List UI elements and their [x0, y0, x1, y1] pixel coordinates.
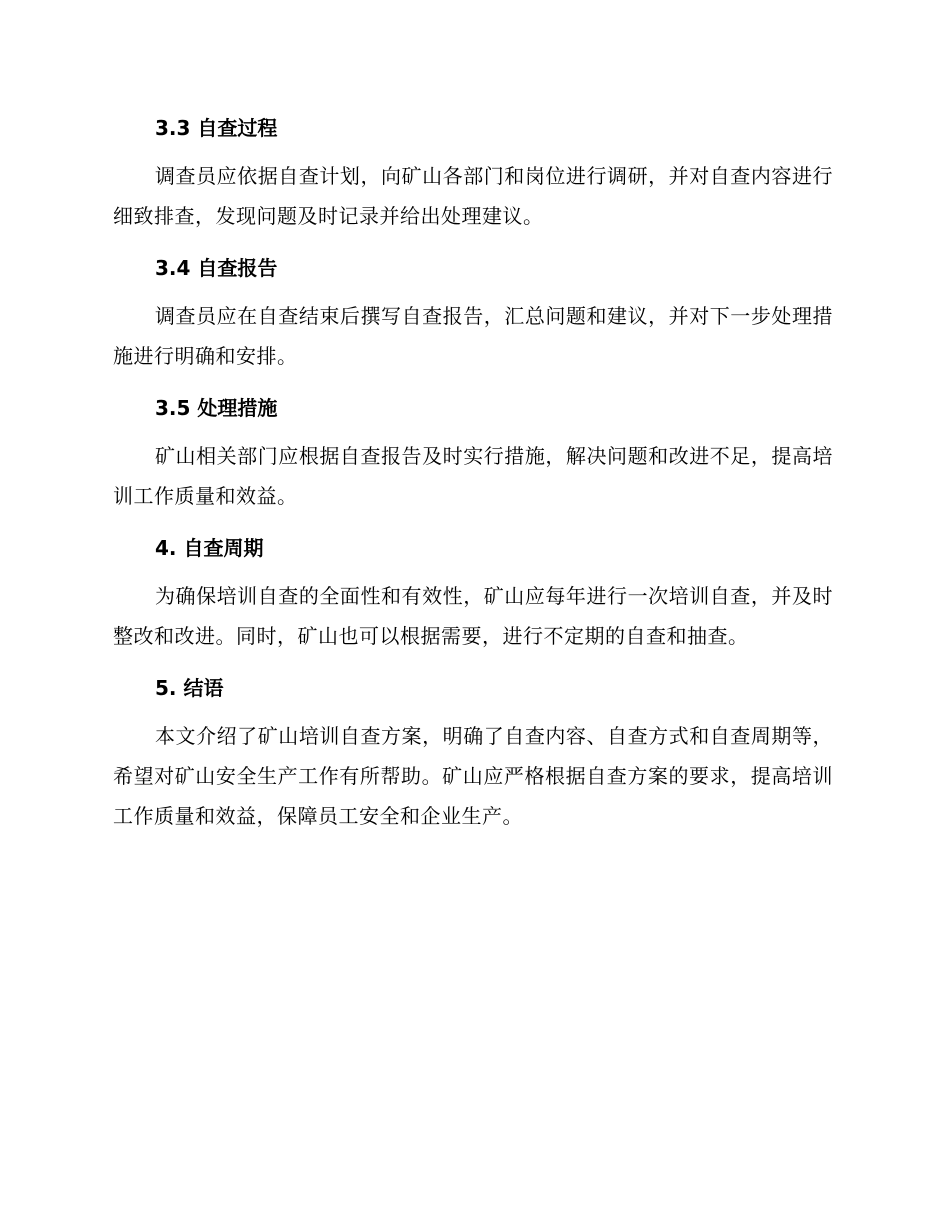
section-heading-4: 4. 自查周期: [155, 536, 264, 560]
section-heading-3-4: 3.4 自查报告: [155, 256, 278, 280]
section-heading-3-5: 3.5 处理措施: [155, 396, 278, 420]
section-heading-3-3: 3.3 自查过程: [155, 116, 278, 140]
section-paragraph-3-4: 调查员应在自查结束后撰写自查报告，汇总问题和建议，并对下一步处理措施进行明确和安排。: [113, 304, 833, 368]
section-paragraph-3-3: 调查员应依据自查计划，向矿山各部门和岗位进行调研，并对自查内容进行细致排查，发现问题及时记录并给出处理建议。: [113, 164, 833, 228]
document-body: [113, 108, 833, 848]
section-paragraph-3-5: 矿山相关部门应根据自查报告及时实行措施，解决问题和改进不足，提高培训工作质量和效益。: [113, 444, 833, 508]
section-paragraph-5: 本文介绍了矿山培训自查方案，明确了自查内容、自查方式和自查周期等，希望对矿山安全生产工作有所帮助。矿山应严格根据自查方案的要求，提高培训工作质量和效益，保障员工安全和企业生产。: [113, 724, 833, 828]
section-heading-5: 5. 结语: [155, 676, 224, 700]
section-paragraph-4: 为确保培训自查的全面性和有效性，矿山应每年进行一次培训自查，并及时整改和改进。同时，矿山也可以根据需要，进行不定期的自查和抽查。: [113, 584, 833, 648]
